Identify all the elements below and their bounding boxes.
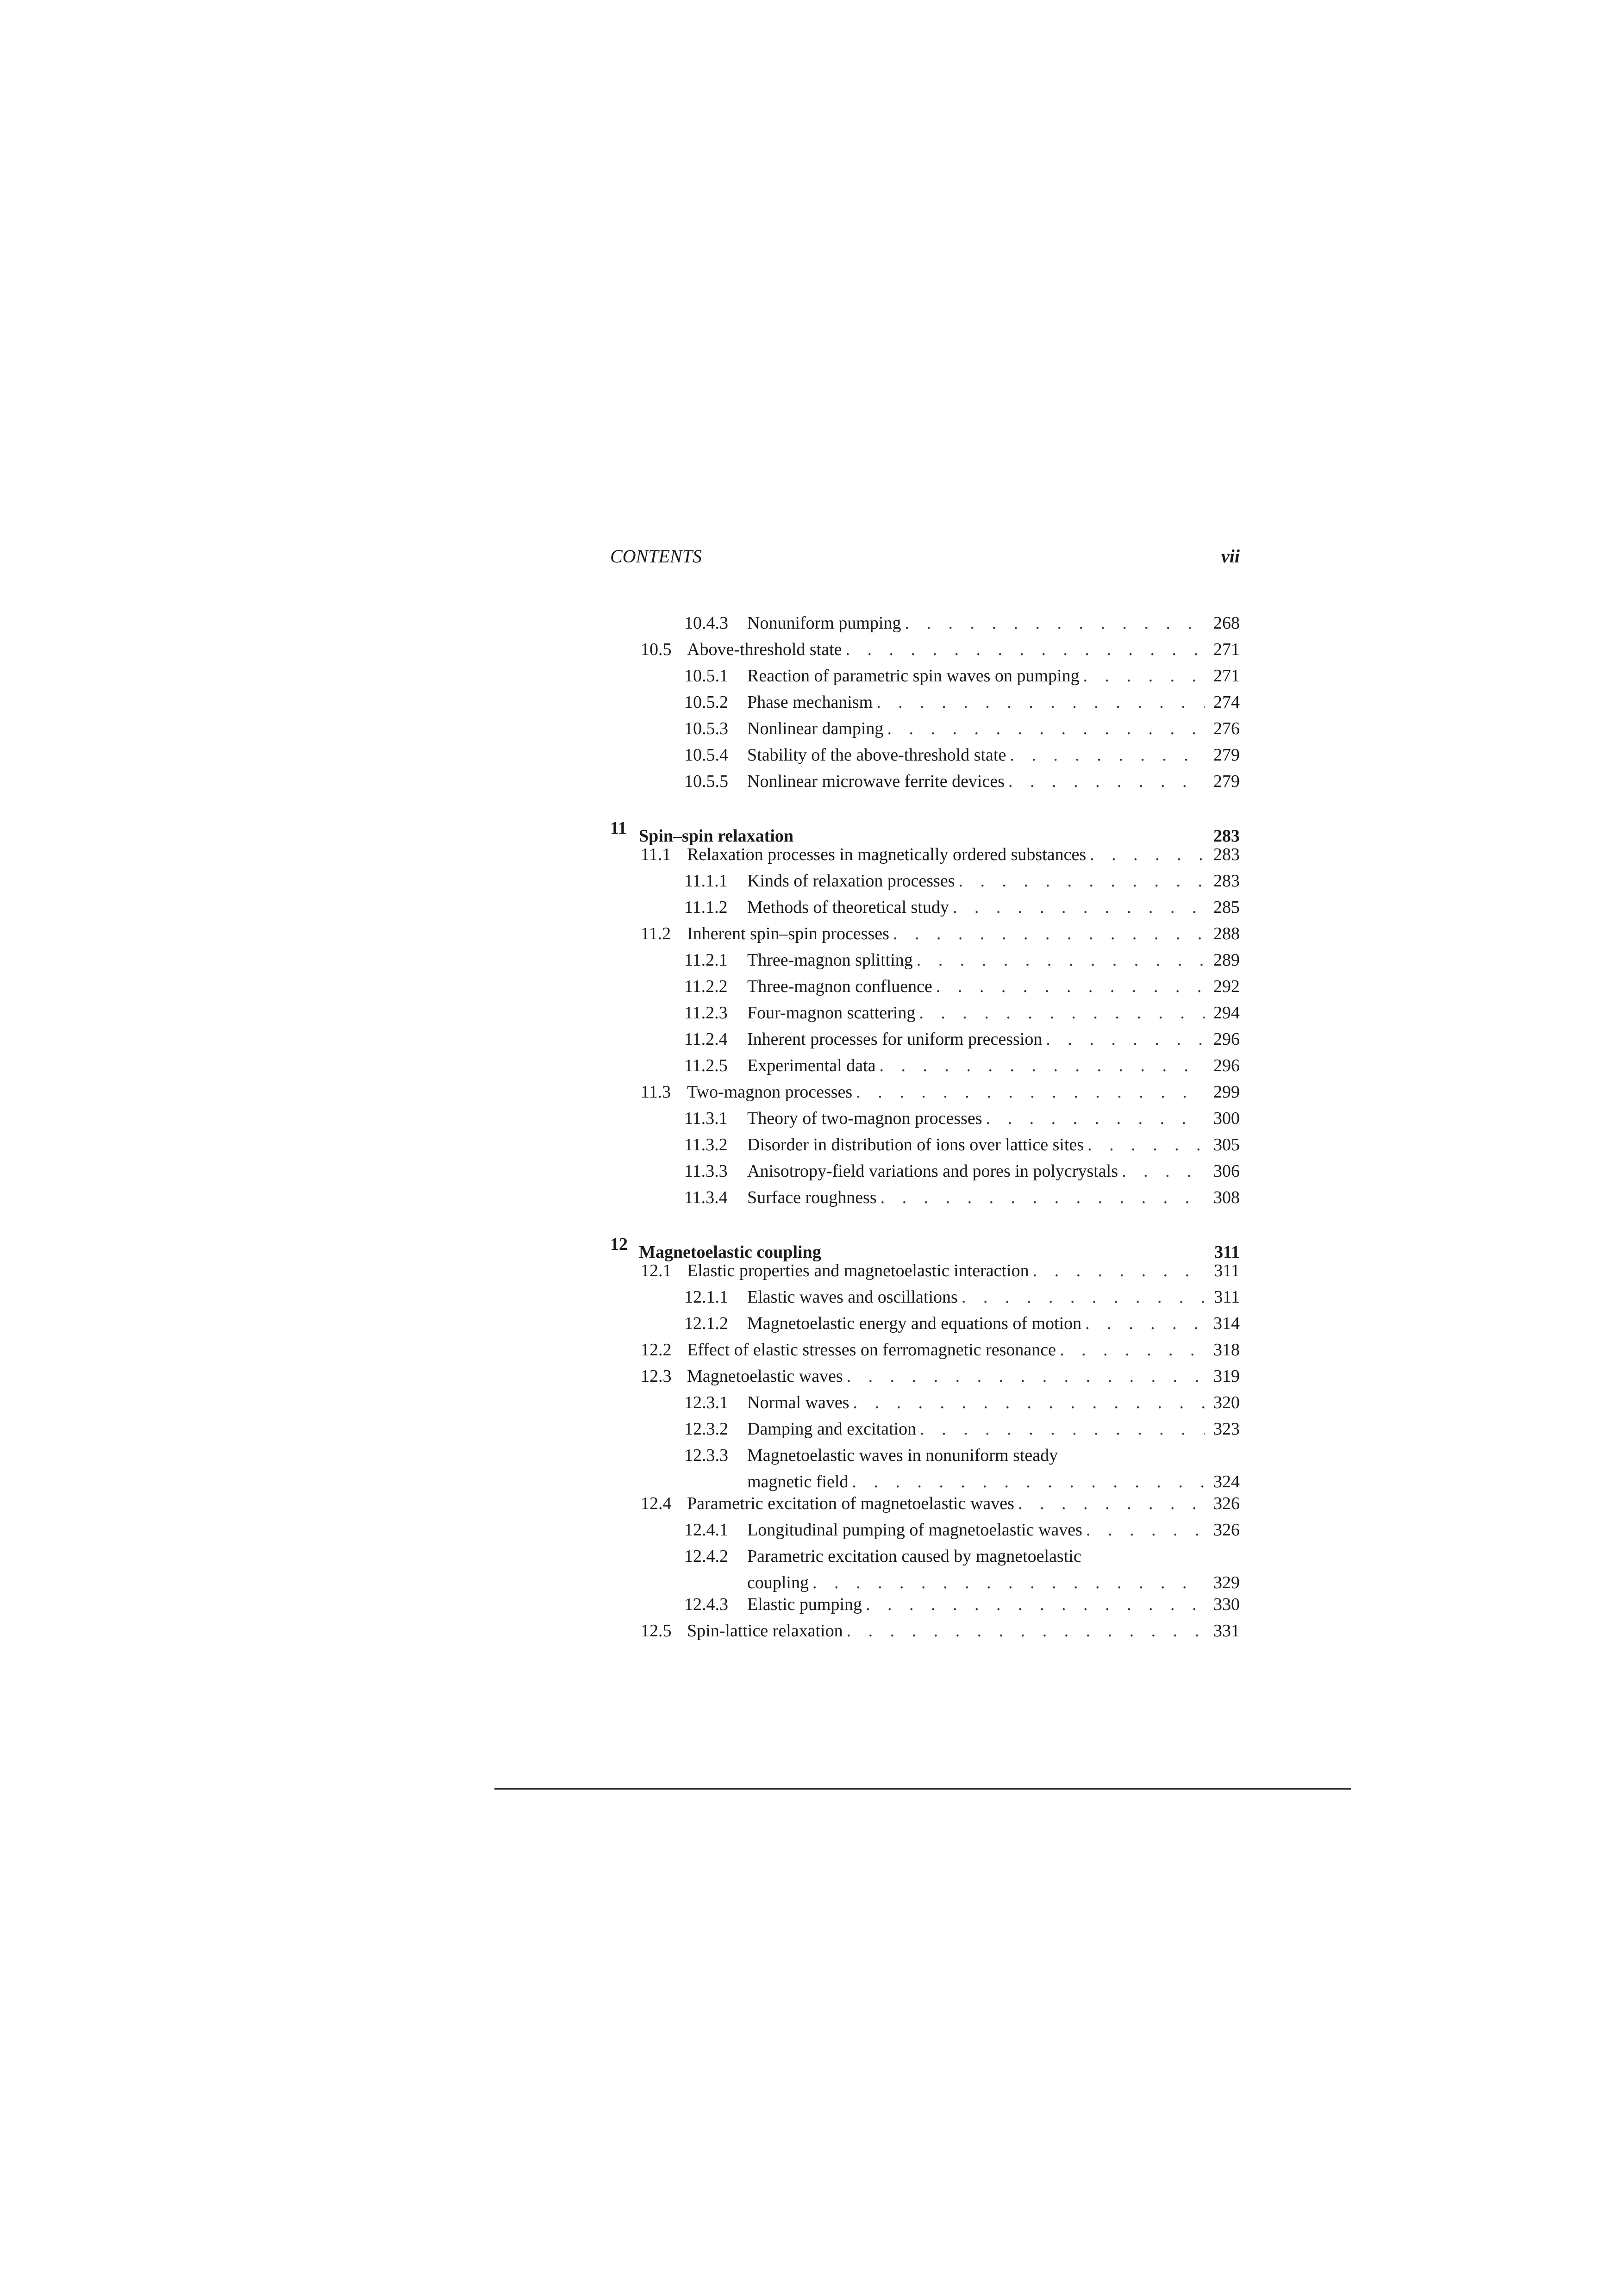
- toc-entry-title: Anisotropy-field variations and pores in polycrystals: [747, 1161, 1118, 1181]
- toc-entry-11-3-3: [610, 1158, 1240, 1185]
- toc-entry-number: 11.2.1: [684, 950, 728, 970]
- toc-entry-number: 10.5.4: [684, 745, 728, 765]
- toc-entry-number: 11.2.5: [684, 1056, 728, 1075]
- toc-entry-number: 10.5: [641, 640, 672, 659]
- toc-entry-number: 12.4.2: [684, 1547, 728, 1566]
- toc-entry-number: 12.4.1: [684, 1520, 728, 1540]
- toc-entry-title: Magnetoelastic waves in nonuniform steady: [747, 1446, 1058, 1465]
- toc-entry-page: 311: [1214, 1261, 1240, 1280]
- toc-entry-11-3-2: [610, 1132, 1240, 1158]
- toc-entry-page: 331: [1213, 1621, 1240, 1641]
- toc-entry-12-4-1: [610, 1517, 1240, 1543]
- toc-entry-page: 274: [1213, 693, 1240, 712]
- toc-entry-12-1: [610, 1258, 1240, 1284]
- toc-entry-number: 11.1: [641, 845, 671, 864]
- toc-entry-10-5: [610, 636, 1240, 663]
- leader-dots: [936, 973, 1205, 1000]
- toc-entry-title: Methods of theoretical study: [747, 898, 949, 917]
- toc-entry-title: Parametric excitation of magnetoelastic waves: [687, 1494, 1014, 1513]
- toc-entry-page: 311: [1214, 1287, 1240, 1307]
- toc-entry-page: 326: [1213, 1520, 1240, 1540]
- toc-entry-11-1-2: [610, 894, 1240, 921]
- toc-entry-12-3: [610, 1363, 1240, 1390]
- leader-dots: [920, 1416, 1205, 1442]
- toc-entry-number: 12.3.2: [684, 1419, 728, 1439]
- toc-entry-title: Longitudinal pumping of magnetoelastic waves: [747, 1520, 1082, 1540]
- leader-dots: [1122, 1158, 1205, 1185]
- leader-dots: [1090, 842, 1205, 868]
- toc-entry-page: 318: [1213, 1340, 1240, 1360]
- toc-entry-title: Disorder in distribution of ions over lattice sites: [747, 1135, 1084, 1154]
- toc-entry-page: 300: [1213, 1109, 1240, 1128]
- toc-entry-number: 11.1.2: [684, 898, 728, 917]
- toc-entry-title: Elastic waves and oscillations: [747, 1287, 958, 1307]
- header-title: CONTENTS: [610, 546, 702, 567]
- toc-entry-page: 314: [1213, 1314, 1240, 1333]
- leader-dots: [876, 689, 1205, 716]
- toc-entry-11-2-3: [610, 1000, 1240, 1026]
- toc-entry-number: 11.2.2: [684, 977, 728, 996]
- toc-entry-page: 283: [1213, 826, 1240, 846]
- toc-entry-title: Normal waves: [747, 1393, 849, 1412]
- toc-entry-number: 12.3.1: [684, 1393, 728, 1412]
- leader-dots: [953, 894, 1205, 921]
- toc-entry-title: Inherent processes for uniform precession: [747, 1029, 1043, 1049]
- toc-entry-page: 279: [1213, 745, 1240, 765]
- toc-entry-number: 12.4: [641, 1494, 672, 1513]
- toc-entry-12-3-1: [610, 1390, 1240, 1416]
- leader-dots: [893, 921, 1205, 947]
- toc-entry-title: Spin-lattice relaxation: [687, 1621, 843, 1641]
- toc-entry-number: 11.3.4: [684, 1188, 728, 1207]
- leader-dots: [905, 610, 1205, 636]
- toc-entry-11-1-1: [610, 868, 1240, 894]
- toc-entry-11-2-1: [610, 947, 1240, 973]
- toc-entry-title: Theory of two-magnon processes: [747, 1109, 982, 1128]
- leader-dots: [846, 636, 1205, 663]
- leader-dots: [1018, 1491, 1205, 1517]
- toc-entry-11-2-2: [610, 973, 1240, 1000]
- toc-entry-title: Phase mechanism: [747, 693, 873, 712]
- leader-dots: [1086, 1517, 1205, 1543]
- toc-entry-title: Three-magnon splitting: [747, 950, 913, 970]
- toc-entry-number: 10.5.2: [684, 693, 728, 712]
- leader-dots: [962, 1284, 1205, 1310]
- toc-entry-10-5-4: [610, 742, 1240, 768]
- toc-entry-title: Stability of the above-threshold state: [747, 745, 1006, 765]
- toc-entry-11-2-5: [610, 1053, 1240, 1079]
- toc-entry-12-4-2: [610, 1543, 1240, 1591]
- toc-entry-12-3-2: [610, 1416, 1240, 1442]
- leader-dots: [1008, 768, 1205, 795]
- leader-dots: [986, 1105, 1205, 1132]
- leader-dots: [959, 868, 1205, 894]
- leader-dots: [853, 1390, 1205, 1416]
- toc-entry-title: Magnetoelastic waves: [687, 1366, 843, 1386]
- toc-entry-number: 11.3: [641, 1082, 671, 1102]
- leader-dots: [880, 1053, 1205, 1079]
- toc-entry-number: 12: [610, 1235, 628, 1254]
- toc-entry-title: Three-magnon confluence: [747, 977, 932, 996]
- toc-entry-10-5-2: [610, 689, 1240, 716]
- toc-entry-title: Inherent spin–spin processes: [687, 924, 889, 943]
- toc-entry-title: Magnetoelastic coupling: [639, 1242, 821, 1262]
- toc-entry-title: Relaxation processes in magnetically ordered substances: [687, 845, 1087, 864]
- toc-entry-title: Above-threshold state: [687, 640, 842, 659]
- toc-entry-page: 285: [1213, 898, 1240, 917]
- toc-entry-page: 296: [1213, 1056, 1240, 1075]
- toc-entry-11: [610, 815, 1240, 846]
- toc-entry-number: 10.5.3: [684, 719, 728, 738]
- toc-entry-title: Elastic pumping: [747, 1595, 862, 1614]
- table-of-contents: [610, 610, 1240, 1644]
- toc-entry-number: 11.3.3: [684, 1161, 728, 1181]
- toc-entry-page: 296: [1213, 1029, 1240, 1049]
- toc-entry-11-2: [610, 921, 1240, 947]
- toc-entry-number: 11.3.1: [684, 1109, 728, 1128]
- toc-entry-title: Experimental data: [747, 1056, 876, 1075]
- toc-entry-page: 305: [1213, 1135, 1240, 1154]
- toc-entry-number: 12.1.1: [684, 1287, 728, 1307]
- leader-dots: [887, 716, 1205, 742]
- toc-entry-title: Parametric excitation caused by magnetoelastic: [747, 1547, 1081, 1566]
- toc-entry-number: 11.2: [641, 924, 671, 943]
- toc-entry-number: 11.2.4: [684, 1029, 728, 1049]
- toc-entry-number: 12.1.2: [684, 1314, 728, 1333]
- toc-entry-title-continuation: magnetic field: [747, 1472, 849, 1491]
- toc-entry-title: Nonlinear damping: [747, 719, 884, 738]
- toc-entry-10-5-3: [610, 716, 1240, 742]
- toc-entry-title: Effect of elastic stresses on ferromagnetic resonance: [687, 1340, 1056, 1360]
- toc-entry-title: Damping and excitation: [747, 1419, 917, 1439]
- toc-entry-number: 11.1.1: [684, 871, 728, 891]
- toc-entry-page: 329: [1213, 1573, 1240, 1592]
- toc-entry-number: 10.5.5: [684, 772, 728, 791]
- leader-dots: [1060, 1337, 1205, 1363]
- toc-entry-title: Reaction of parametric spin waves on pumping: [747, 666, 1080, 686]
- footer-rule: [494, 1788, 1351, 1790]
- leader-dots: [825, 1231, 1205, 1258]
- toc-entry-10-5-5: [610, 768, 1240, 795]
- toc-entry-title: Magnetoelastic energy and equations of motion: [747, 1314, 1082, 1333]
- toc-entry-page: 320: [1213, 1393, 1240, 1412]
- toc-entry-12-5: [610, 1618, 1240, 1644]
- toc-entry-10-4-3: [610, 610, 1240, 636]
- toc-entry-10-5-1: [610, 663, 1240, 689]
- toc-entry-page: 283: [1213, 871, 1240, 891]
- toc-entry-page: 292: [1213, 977, 1240, 996]
- toc-entry-title: Four-magnon scattering: [747, 1003, 916, 1023]
- leader-dots: [847, 1618, 1205, 1644]
- toc-entry-12-1-2: [610, 1310, 1240, 1337]
- toc-entry-number: 11.2.3: [684, 1003, 728, 1023]
- leader-dots: [856, 1079, 1205, 1105]
- toc-entry-page: 308: [1213, 1188, 1240, 1207]
- toc-entry-page: 323: [1213, 1419, 1240, 1439]
- toc-entry-number: 12.4.3: [684, 1595, 728, 1614]
- header-page-number: vii: [1221, 546, 1240, 567]
- toc-entry-number: 12.2: [641, 1340, 672, 1360]
- toc-entry-12-1-1: [610, 1284, 1240, 1310]
- toc-entry-page: 299: [1213, 1082, 1240, 1102]
- toc-entry-page: 306: [1213, 1161, 1240, 1181]
- toc-entry-11-3: [610, 1079, 1240, 1105]
- toc-entry-number: 10.5.1: [684, 666, 728, 686]
- leader-dots: [1083, 663, 1205, 689]
- toc-entry-page: 294: [1213, 1003, 1240, 1023]
- toc-entry-11-1: [610, 842, 1240, 868]
- leader-dots: [1033, 1258, 1205, 1284]
- toc-entry-number: 11.3.2: [684, 1135, 728, 1154]
- leader-dots: [881, 1185, 1205, 1211]
- toc-entry-12: [610, 1231, 1240, 1262]
- toc-entry-page: 271: [1213, 666, 1240, 686]
- leader-dots: [1046, 1026, 1205, 1053]
- toc-entry-page: 288: [1213, 924, 1240, 943]
- toc-entry-number: 10.4.3: [684, 613, 728, 633]
- leader-dots: [1010, 742, 1205, 768]
- toc-entry-number: 11: [610, 818, 627, 838]
- toc-entry-11-3-4: [610, 1185, 1240, 1211]
- toc-entry-12-3-3: [610, 1442, 1240, 1491]
- toc-entry-page: 268: [1213, 613, 1240, 633]
- toc-entry-title: Nonlinear microwave ferrite devices: [747, 772, 1005, 791]
- toc-entry-title-continuation: coupling: [747, 1573, 809, 1592]
- toc-entry-page: 279: [1213, 772, 1240, 791]
- toc-entry-page: 283: [1213, 845, 1240, 864]
- toc-entry-number: 12.5: [641, 1621, 672, 1641]
- toc-entry-page: 276: [1213, 719, 1240, 738]
- toc-entry-page: 324: [1213, 1472, 1240, 1491]
- leader-dots: [1085, 1310, 1205, 1337]
- leader-dots: [1087, 1132, 1205, 1158]
- toc-entry-title: Surface roughness: [747, 1188, 877, 1207]
- toc-entry-12-4: [610, 1491, 1240, 1517]
- toc-entry-title: Elastic properties and magnetoelastic interaction: [687, 1261, 1029, 1280]
- toc-entry-title: Nonuniform pumping: [747, 613, 901, 633]
- toc-entry-number: 12.3: [641, 1366, 672, 1386]
- toc-entry-11-3-1: [610, 1105, 1240, 1132]
- toc-entry-12-2: [610, 1337, 1240, 1363]
- leader-dots: [847, 1363, 1205, 1390]
- leader-dots: [797, 815, 1205, 842]
- leader-dots: [866, 1591, 1205, 1618]
- toc-entry-title: Two-magnon processes: [687, 1082, 853, 1102]
- toc-entry-title: Kinds of relaxation processes: [747, 871, 955, 891]
- toc-entry-11-2-4: [610, 1026, 1240, 1053]
- toc-entry-page: 330: [1213, 1595, 1240, 1614]
- toc-entry-page: 289: [1213, 950, 1240, 970]
- toc-entry-number: 12.1: [641, 1261, 672, 1280]
- leader-dots: [919, 1000, 1205, 1026]
- toc-entry-number: 12.3.3: [684, 1446, 728, 1465]
- leader-dots: [917, 947, 1205, 973]
- toc-entry-page: 311: [1214, 1242, 1240, 1262]
- toc-entry-title: Spin–spin relaxation: [639, 826, 794, 846]
- toc-entry-page: 326: [1213, 1494, 1240, 1513]
- toc-entry-page: 319: [1213, 1366, 1240, 1386]
- toc-entry-12-4-3: [610, 1591, 1240, 1618]
- toc-entry-page: 271: [1213, 640, 1240, 659]
- running-header: [610, 545, 1240, 573]
